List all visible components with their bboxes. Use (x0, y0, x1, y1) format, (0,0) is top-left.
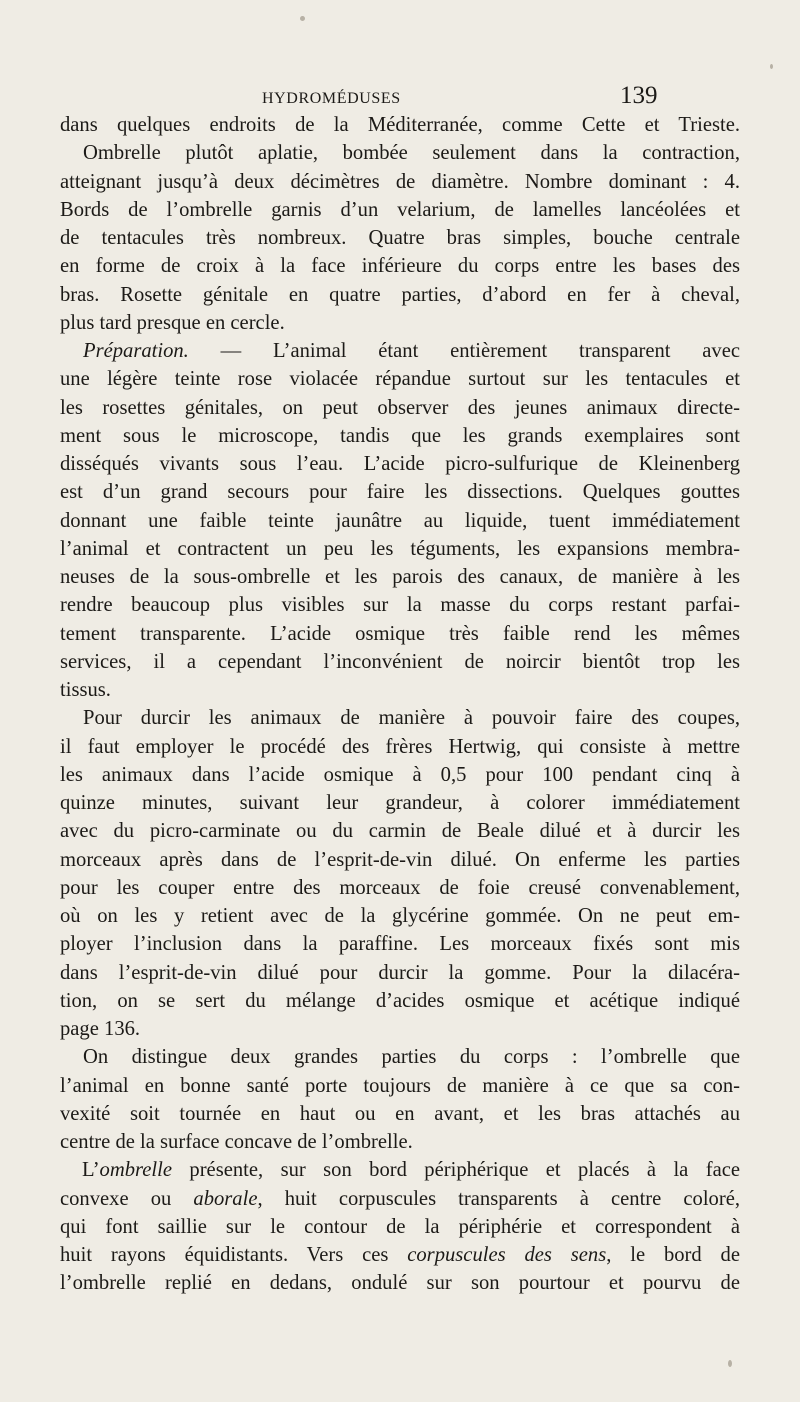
text-line: en forme de croix à la face inférieure du corps entre les bases des (60, 255, 740, 278)
text-line: les animaux dans l’acide osmique à 0,5 pour 100 pendant cinq à (60, 763, 740, 786)
text-line: Préparation. — L’animal étant entièrement transparent avec (83, 340, 740, 362)
text-line: centre de la surface concave de l’ombrelle. (60, 1131, 413, 1153)
text-line: atteignant jusqu’à deux décimètres de diamètre. Nombre dominant : 4. (60, 170, 740, 193)
text-line: les rosettes génitales, on peut observer des jeunes animaux directe- (60, 396, 740, 419)
text-line: ployer l’inclusion dans la paraffine. Les morceaux fixés sont mis (60, 933, 740, 956)
text-line: une légère teinte rose violacée répandue surtout sur les tentacules et (60, 368, 740, 391)
text-line: morceaux après dans de l’esprit-de-vin dilué. On enferme les parties (60, 848, 740, 871)
italic-term: ombrelle (99, 1159, 172, 1182)
text-line: vexité soit tournée en haut ou en avant, et les bras attachés au (60, 1102, 740, 1125)
text-line: dans quelques endroits de la Méditerranée, comme Cette et Trieste. (60, 114, 740, 136)
text-line: On distingue deux grandes parties du corps : l’ombrelle que (83, 1046, 740, 1069)
text-line: qui font saillie sur le contour de la périphérie et correspondent à (60, 1215, 740, 1238)
text-line: ment sous le microscope, tandis que les grands exemplaires sont (60, 424, 740, 447)
text-line: pour les couper entre des morceaux de foie creusé convenablement, (60, 876, 740, 899)
text-line: tissus. (60, 679, 111, 701)
text-line: Ombrelle plutôt aplatie, bombée seulement dans la contraction, (83, 142, 740, 165)
text-line: huit rayons équidistants. Vers ces corpuscules des sens, le bord de (60, 1244, 740, 1266)
text-line: il faut employer le procédé des frères Hertwig, qui consiste à mettre (60, 735, 740, 758)
text-line: disséqués vivants sous l’eau. L’acide picro-sulfurique de Kleinenberg (60, 453, 740, 475)
text-line: plus tard presque en cercle. (60, 311, 285, 334)
paper-speck (770, 64, 773, 69)
paper-speck (300, 16, 305, 21)
page-number: 139 (620, 82, 658, 109)
page-header (0, 80, 800, 110)
text-line: avec du picro-carminate ou du carmin de Beale dilué et à durcir les (60, 820, 740, 843)
text-line: Pour durcir les animaux de manière à pouvoir faire des coupes, (83, 707, 740, 730)
text-line: de tentacules très nombreux. Quatre bras simples, bouche centrale (60, 227, 740, 249)
text-line: donnant une faible teinte jaunâtre au liquide, tuent immédiatement (60, 509, 740, 532)
italic-term: aborale (193, 1187, 258, 1210)
text-line: tement transparente. L’acide osmique très faible rend les mêmes (60, 622, 740, 645)
text-line: tion, on se sert du mélange d’acides osmique et acétique indiqué (60, 989, 740, 1012)
text-line: où on les y retient avec de la glycérine gommée. On ne peut em- (60, 905, 740, 927)
text-line: dans l’esprit-de-vin dilué pour durcir la gomme. Pour la dilacéra- (60, 961, 740, 984)
text-line: l’animal en bonne santé porte toujours de manière à ce que sa con- (60, 1074, 740, 1097)
text-line: l’ombrelle replié en dedans, ondulé sur son pourtour et pourvu de (60, 1272, 740, 1295)
text-line: l’animal et contractent un peu les téguments, les expansions membra- (60, 537, 740, 560)
body-text (60, 111, 740, 1298)
running-head: HYDROMÉDUSES (262, 90, 401, 107)
text-line: quinze minutes, suivant leur grandeur, à colorer immédiatement (60, 792, 740, 814)
text-line: Bords de l’ombrelle garnis d’un velarium, de lamelles lancéolées et (60, 198, 740, 221)
text-line: L’ombrelle présente, sur son bord périphérique et placés à la face (82, 1159, 740, 1182)
text-line: rendre beaucoup plus visibles sur la masse du corps restant parfai- (60, 594, 740, 617)
text-line: neuses de la sous-ombrelle et les parois des canaux, de manière à les (60, 566, 740, 588)
text-line: est d’un grand secours pour faire les dissections. Quelques gouttes (60, 481, 740, 504)
italic-term: corpuscules des sens (407, 1244, 607, 1266)
text-line: page 136. (60, 1018, 141, 1040)
text-line: convexe ou aborale, huit corpuscules transparents à centre coloré, (60, 1187, 741, 1210)
italic-term: Préparation. (83, 340, 189, 362)
text-line: bras. Rosette génitale en quatre parties, d’abord en fer à cheval, (60, 283, 740, 306)
paper-speck (728, 1360, 732, 1367)
text-line: services, il a cependant l’inconvénient de noircir bientôt trop les (60, 650, 740, 673)
